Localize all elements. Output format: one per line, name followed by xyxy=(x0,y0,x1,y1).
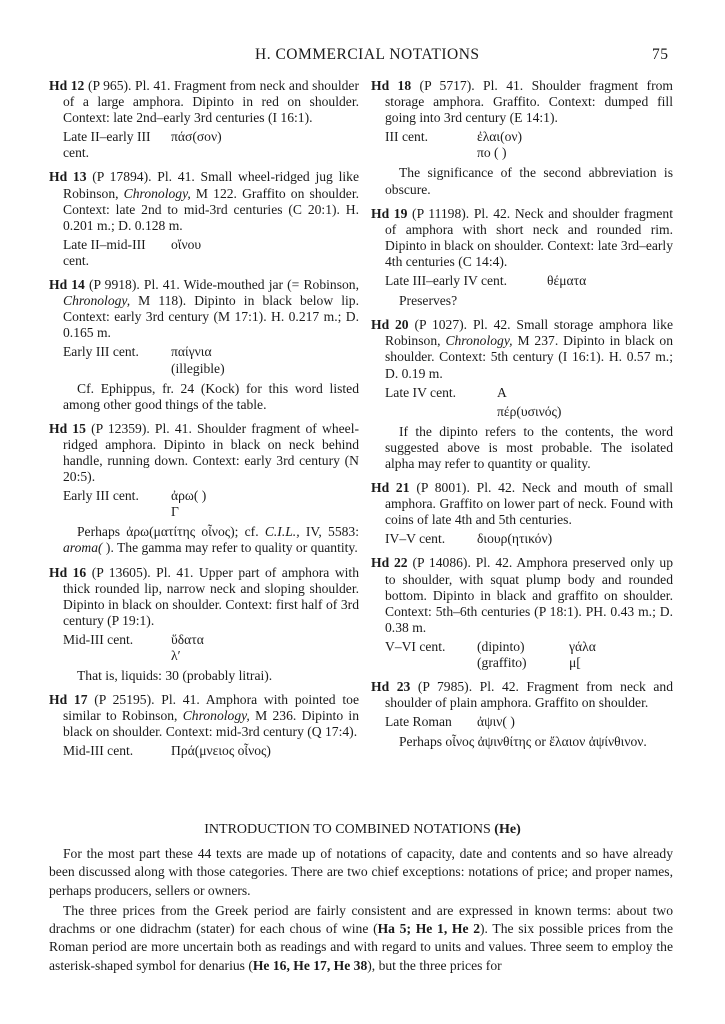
entry-text-cont: M 236. Dipinto in black on shoulder. Context: mid-3rd century (Q 17:4). xyxy=(63,708,359,740)
entry-text: (P 25195). Pl. 41. Amphora with pointed toe similar to Robinson, xyxy=(63,692,359,724)
entry-text: (P 7985). Pl. 42. Fragment from neck and shoulder of plain amphora. Graffito on shoulder. xyxy=(385,679,673,711)
entry-reading: ἀρω( ) xyxy=(171,488,207,504)
entry-label: Hd 22 xyxy=(371,555,408,571)
entry-date: Late Roman xyxy=(385,714,452,730)
intro-body xyxy=(49,845,673,977)
entry-text-cont: M 122. Graffito on shoulder. Context: late 2nd to mid-3rd centuries (C 20:1). H. 0.201 m.; D. 0.128 m. xyxy=(63,185,359,233)
entry-text: (P 17894). Pl. 41. Small wheel-ridged jug like Robinson, xyxy=(63,169,359,201)
right-column xyxy=(371,78,673,758)
entry-italic: Chronology, xyxy=(123,185,191,201)
entry-text: (P 1027). Pl. 42. Small storage amphora like Robinson, xyxy=(385,317,673,349)
entry-note: That is, liquids: 30 (probably litrai). xyxy=(77,668,273,684)
catalog-entry-hd12 xyxy=(49,78,359,161)
entry-note: Perhaps οἶνος ἀψινθίτης or ἔλαιον ἀψίνθινον. xyxy=(399,734,647,750)
entry-reading: διουρ(ητικόν) xyxy=(477,531,553,547)
entry-reading-2: Γ xyxy=(171,504,179,520)
entry-reading-2: (illegible) xyxy=(171,360,225,376)
entry-italic: Chronology, xyxy=(182,708,250,724)
catalog-entry-hd13 xyxy=(49,169,359,269)
entry-reading-2: λ′ xyxy=(171,648,181,663)
entry-label: Hd 17 xyxy=(49,692,88,708)
entry-label: Hd 13 xyxy=(49,169,87,185)
entry-date: Late II–early III cent. xyxy=(63,129,151,161)
entry-reading-2: μ[ xyxy=(569,655,581,670)
section-title: H. COMMERCIAL NOTATIONS xyxy=(255,46,480,63)
entry-note: Preserves? xyxy=(399,293,458,309)
entry-reading-2: πο ( ) xyxy=(477,145,507,161)
entry-date: IV–V cent. xyxy=(385,531,446,547)
entry-date: Early III cent. xyxy=(63,488,139,504)
entry-label: Hd 18 xyxy=(371,78,412,93)
entry-reading: ἀψιν( ) xyxy=(477,714,515,730)
intro-p2-text: The three prices from the Greek period are fairly consistent and are expressed in known terms: about two drachms or one didrachm (stater) for each chous of wine ( xyxy=(49,902,673,937)
entry-date: Mid-III cent. xyxy=(63,631,134,647)
intro-paragraph-2 xyxy=(49,902,673,975)
entry-label: Hd 12 xyxy=(49,78,85,93)
intro-p2-text-3: ), but the three prices for xyxy=(367,957,502,973)
entry-reading: ἐλαι(ον) xyxy=(477,129,523,145)
entry-text: (P 13605). Pl. 41. Upper part of amphora with thick rounded lip, narrow neck and sloping shoulder. Dipinto in black on shoulder. Context: first half of 3rd century (P 19:1). xyxy=(63,564,359,628)
entry-italic: Chronology, xyxy=(445,333,513,349)
entry-text: (P 5717). Pl. 41. Shoulder fragment from storage amphora. Graffito. Context: dumped fill going into 3rd century (E 14:1). xyxy=(385,78,673,126)
catalog-entry-hd17 xyxy=(49,692,359,759)
entry-reading: θέματα xyxy=(547,273,587,289)
entry-reading: οἴνου xyxy=(171,236,202,252)
entry-date: Late III–early IV cent. xyxy=(385,273,508,289)
entry-date: Late IV cent. xyxy=(385,384,457,400)
intro-heading xyxy=(0,822,725,838)
entry-text-cont: M 118). Dipinto in black below lip. Context: early 3rd century (M 17:1). H. 0.217 m.; D. 0.165 m. xyxy=(63,293,359,341)
entry-reading: Πρά(μνειος οἶνος) xyxy=(171,743,271,759)
entry-date: III cent. xyxy=(385,129,429,145)
entry-label: Hd 19 xyxy=(371,205,408,221)
catalog-entry-hd19 xyxy=(371,206,673,310)
entry-date: Mid-III cent. xyxy=(63,743,134,759)
left-column xyxy=(49,78,359,768)
catalog-entry-hd21 xyxy=(371,480,673,547)
entry-text: (P 965). Pl. 41. Fragment from neck and shoulder of a large amphora. Dipinto in red on shoulder. Context: late 2nd–early 3rd centuries (I 16:1). xyxy=(63,78,359,126)
entry-label: Hd 14 xyxy=(49,277,85,293)
entry-label: Hd 20 xyxy=(371,317,409,333)
intro-paragraph-1: For the most part these 44 texts are made up of notations of capacity, date and contents and so have already been discussed along with those categories. There are two chief exceptions: notations of price; and proper names, perhaps producers, sellers or owners. xyxy=(49,846,673,898)
entry-text: (P 12359). Pl. 41. Shoulder fragment of wheel-ridged amphora. Dipinto in black on neck behind handle, running down. Context: early 3rd century (N 20:5). xyxy=(63,420,359,485)
entry-reading: ὕδατα xyxy=(171,631,204,647)
catalog-entry-hd16 xyxy=(49,565,359,685)
entry-italic: Chronology, xyxy=(63,293,131,309)
page-number: 75 xyxy=(652,46,669,63)
entry-note xyxy=(63,524,359,556)
entry-label: Hd 15 xyxy=(49,420,86,436)
reading-tag: (dipinto) xyxy=(477,638,525,654)
entry-date: Late II–mid-III cent. xyxy=(63,236,146,268)
entry-reading: γάλα xyxy=(569,638,596,654)
entry-note: Cf. Ephippus, fr. 24 (Kock) for this word listed among other good things of the table. xyxy=(63,380,359,412)
entry-label: Hd 23 xyxy=(371,679,411,695)
note-text: Perhaps ἀρω(ματίτης οἶνος); cf. xyxy=(77,524,265,540)
entry-text: (P 8001). Pl. 42. Neck and mouth of small amphora. Graffito on lower part of neck. Found with coins of late 4th and 5th centuries. xyxy=(385,480,673,528)
entry-note: The significance of the second abbreviation is obscure. xyxy=(385,165,673,197)
entry-reading: A xyxy=(497,384,507,400)
intro-p2-ref-1: Ha 5; He 1, He 2 xyxy=(377,921,481,937)
catalog-entry-hd23 xyxy=(371,679,673,750)
entry-reading: πάσ(σον) xyxy=(171,129,222,145)
note-italic: C.I.L., xyxy=(264,524,300,540)
entry-reading-2: πέρ(υσινός) xyxy=(497,403,562,419)
entry-reading: παίγνια xyxy=(171,344,212,360)
entry-text: (P 11198). Pl. 42. Neck and shoulder fragment of amphora with short neck and rounded rim. Dipinto in black on shoulder. Context: late 3rd–early 4th centuries (C 14:4). xyxy=(385,205,673,269)
catalog-entry-hd18 xyxy=(371,78,673,198)
intro-p2-text-2: ). The six possible prices from the Roman period are more uncertain both as readings and with regard to units and values. Three seem to employ the asterisk-shaped symbol for denarius ( xyxy=(49,921,673,973)
entry-text: (P 14086). Pl. 42. Amphora preserved only up to shoulder, with squat plump body and rounded bottom. Dipinto in black and graffito on shoulder. Context: 5th–6th centuries (P 18:1). PH. 0.43 m.; D. 0.38 m. xyxy=(385,555,673,635)
entry-text: (P 9918). Pl. 41. Wide-mouthed jar (= Robinson, xyxy=(88,277,359,293)
catalog-entry-hd20 xyxy=(371,317,673,472)
entry-text-cont: M 237. Dipinto in black on shoulder. Context: 5th century (I 16:1). H. 0.57 m.; D. 0.19 m. xyxy=(385,333,673,381)
catalog-entry-hd15 xyxy=(49,421,359,557)
entry-date: Early III cent. xyxy=(63,344,139,360)
note-text-end: ). The gamma may refer to quality or quantity. xyxy=(102,540,358,556)
note-italic-2: aroma( xyxy=(63,540,103,556)
catalog-entry-hd14 xyxy=(49,277,359,413)
intro-heading-text: INTRODUCTION TO COMBINED NOTATIONS xyxy=(204,822,495,837)
intro-p2-ref-2: He 16, He 17, He 38 xyxy=(252,957,368,973)
entry-note: If the dipinto refers to the contents, the word suggested above is most probable. The isolated alpha may refer to quantity or quality. xyxy=(385,423,673,471)
catalog-entry-hd22 xyxy=(371,555,673,671)
entry-label: Hd 16 xyxy=(49,564,87,580)
reading-tag-2: (graffito) xyxy=(477,655,527,670)
entry-label: Hd 21 xyxy=(371,480,410,496)
note-text-mid: IV, 5583: xyxy=(299,524,359,540)
intro-heading-bold: (He) xyxy=(494,822,521,837)
entry-date: V–VI cent. xyxy=(385,638,446,654)
